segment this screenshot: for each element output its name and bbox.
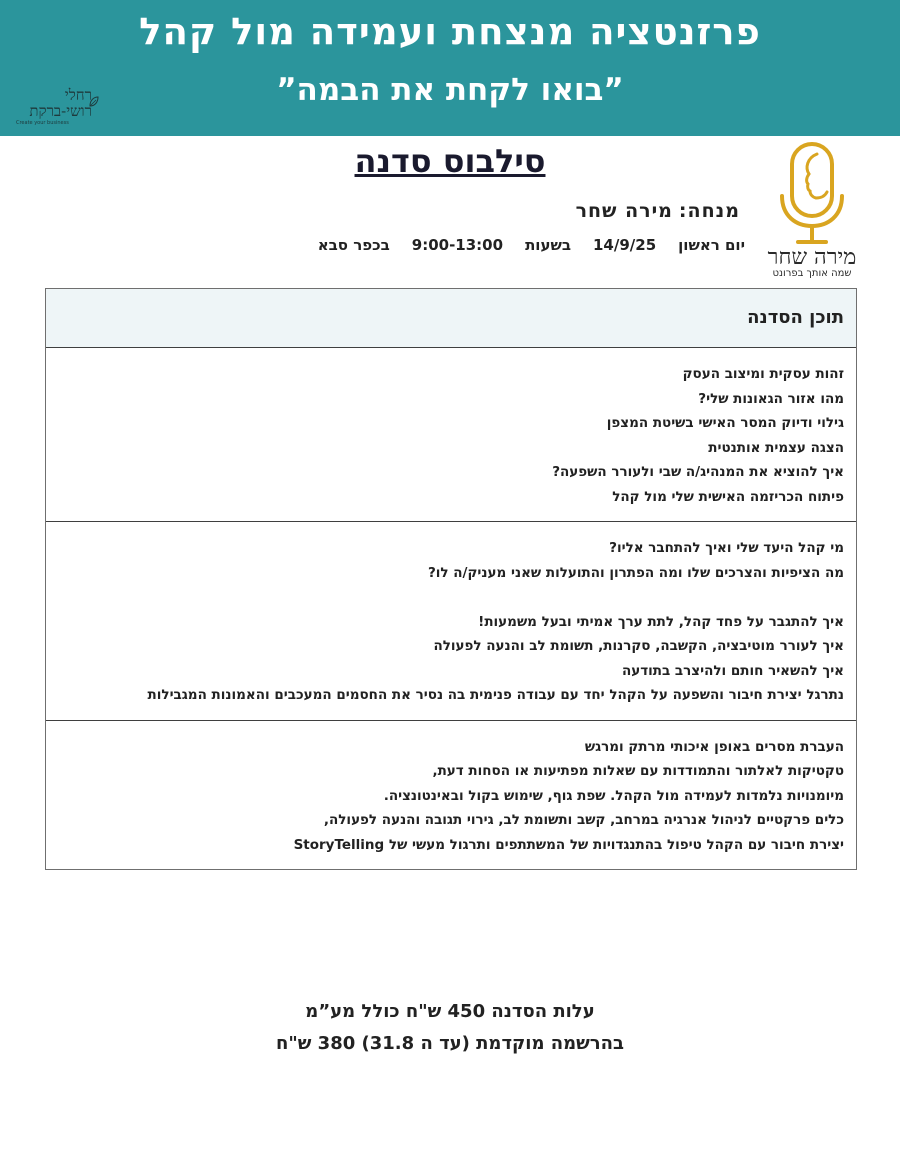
content-section-1 (46, 348, 856, 522)
price-block (0, 996, 900, 1060)
workshop-day: יום ראשון (678, 236, 745, 254)
top-banner (0, 0, 900, 136)
hours-label: בשעות (525, 236, 571, 254)
content-section-3 (46, 721, 856, 870)
list-item: כלים פרקטיים לניהול אנרגיה במרחב, קשב ותשומת לב, גירוי תגובה והנעה לפעולה, (323, 812, 844, 828)
list-item: איך לעורר מוטיבציה, הקשבה, סקרנות, תשומת לב והנעה לפעולה (433, 638, 844, 654)
list-item: מהו אזור הגאונות שלי? (698, 390, 844, 407)
syllabus-title: סילבוס סדנה (354, 142, 546, 180)
brand-name: מירה שחר (767, 245, 857, 270)
list-item: פיתוח הכריזמה האישית שלי מול קהל (612, 488, 844, 505)
partner-logo-line1: רחלי (64, 86, 92, 104)
spacer (56, 585, 844, 610)
brand-tagline: שמה אותך בפרונט (772, 268, 852, 279)
partner-logo (14, 82, 102, 126)
content-table (45, 288, 857, 870)
microphone-face-icon (776, 140, 848, 246)
workshop-title: פרזנטציה מנצחת ועמידה מול קהל (139, 10, 761, 53)
price-early: בהרשמה מוקדמת (עד ה 31.8) 380 ש"ח (276, 1033, 624, 1054)
list-item: נתרגל יצירת חיבור והשפעה על הקהל יחד עם עבודה פנימית בה נסיר את החסמים המעכבים והאמונות המגבילות (147, 687, 844, 703)
partner-logo-small: Create your business (16, 120, 69, 126)
content-table-header: תוכן הסדנה (46, 289, 856, 348)
list-item: יצירת חיבור עם הקהל טיפול בהתנגדויות של המשתתפים ותרגול מעשי של StoryTelling (293, 836, 844, 853)
workshop-subtitle: ”בואו לקחת את הבמה” (276, 72, 624, 108)
workshop-location: בכפר סבא (317, 236, 390, 254)
list-item: איך להוציא את המנהיג/ה שבי ולעורר השפעה? (552, 464, 844, 480)
list-item: מי קהל היעד שלי ואיך להתחבר אליו? (609, 540, 844, 556)
brand-logo (762, 140, 862, 280)
instructor-name: מירה שחר (575, 200, 673, 222)
list-item: מה הציפיות והצרכים שלו ומה הפתרון והתועלות שאני מעניק/ה לו? (427, 564, 844, 581)
list-item: טקטיקות לאלתור והתמודדות עם שאלות מפתיעות או הסחות דעת, (432, 763, 844, 779)
list-item: העברת מסרים באופן איכותי מרתק ומרגש (584, 738, 844, 755)
list-item: זהות עסקית ומיצוב העסק (682, 366, 844, 382)
partner-logo-line2: רושי-ברקת (29, 102, 92, 120)
workshop-date: 14/9/25 (592, 236, 657, 254)
list-item: מיומנויות נלמדות לעמידה מול הקהל. שפת גוף, שימוש בקול ובאינטונציה. (383, 787, 844, 804)
instructor-label: מנחה: (678, 200, 740, 222)
list-item: איך להשאיר חותם ולהיצרב בתודעה (621, 662, 844, 679)
list-item: גילוי ודיוק המסר האישי בשיטת המצפן (606, 415, 844, 431)
instructor-line (576, 200, 740, 222)
content-section-2 (46, 522, 856, 721)
list-item: הצגה עצמית אותנטית (708, 439, 844, 456)
workshop-details (296, 236, 745, 254)
workshop-hours: 9:00-13:00 (411, 236, 504, 254)
list-item: איך להתגבר על פחד קהל, לתת ערך אמיתי ובעל משמעות! (478, 613, 844, 630)
price-regular: עלות הסדנה 450 ש"ח כולל מע”מ (305, 1001, 595, 1022)
